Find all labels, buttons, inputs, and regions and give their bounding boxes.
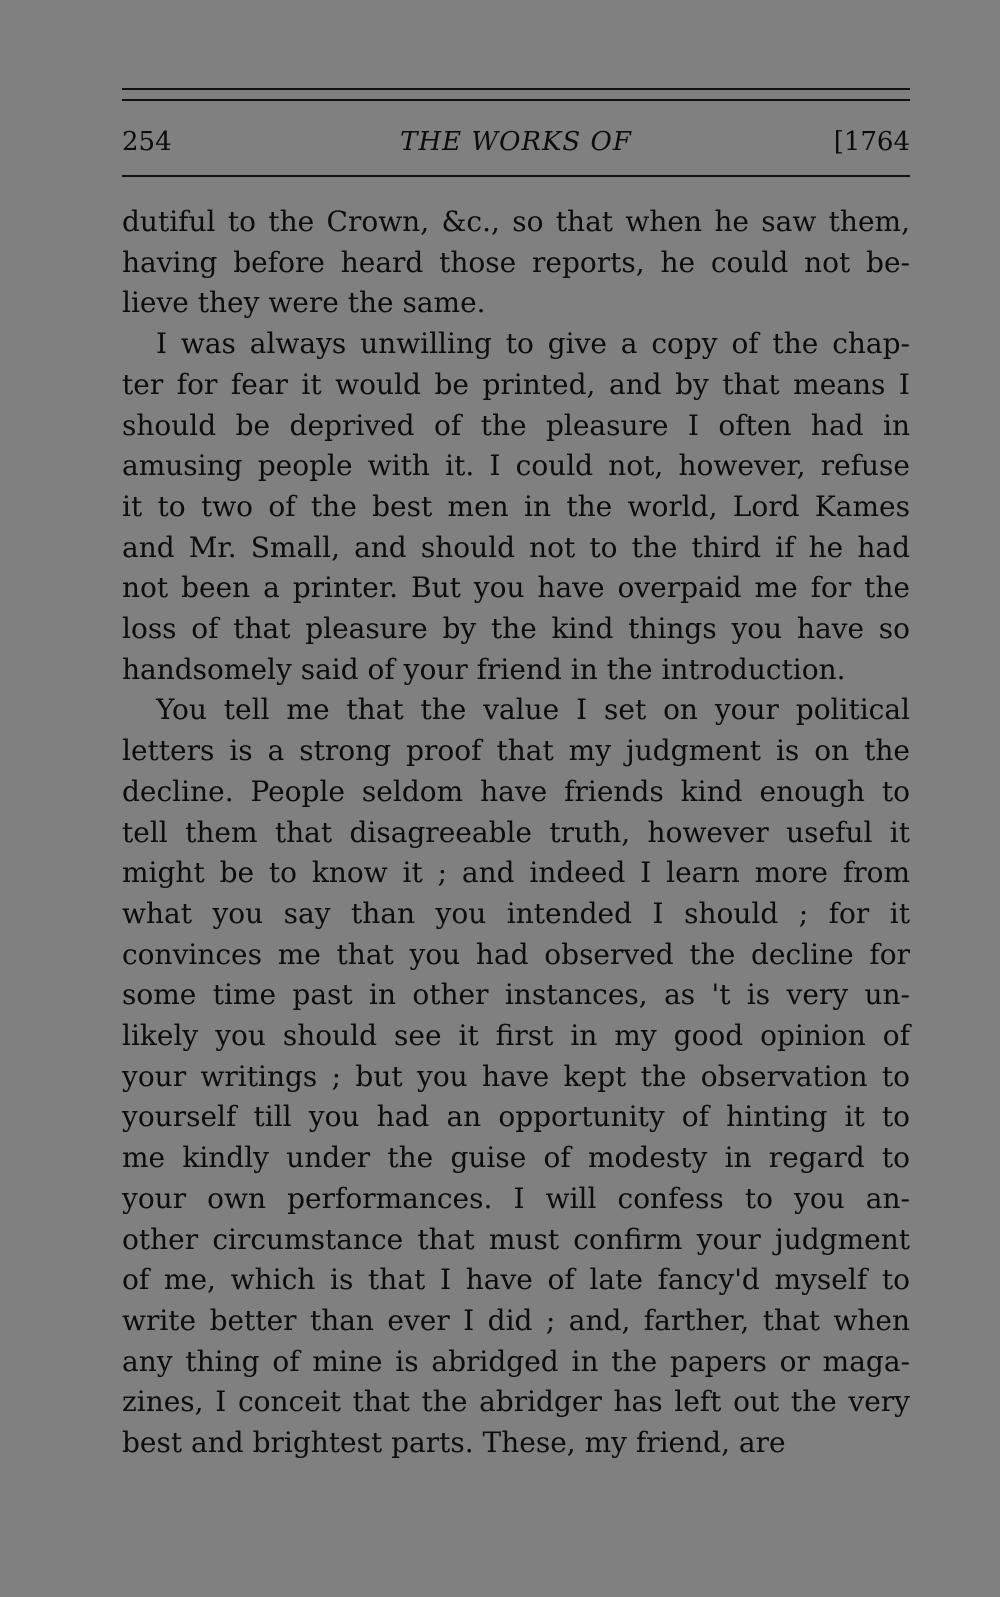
top-double-rule-lower bbox=[122, 99, 910, 101]
text-line: letters is a strong proof that my judgment is on the bbox=[122, 734, 910, 768]
text-line: convinces me that you had observed the decline for bbox=[122, 937, 910, 971]
text-line: what you say than you intended I should ; for it bbox=[122, 896, 910, 930]
text-line: likely you should see it first in my good opinion of bbox=[122, 1019, 910, 1053]
paragraph bbox=[122, 324, 910, 690]
text-line: your own performances. I will confess to you an- bbox=[122, 1181, 910, 1215]
text-line: it to two of the best men in the world, Lord Kames bbox=[122, 489, 910, 523]
text-line: best and brightest parts. These, my friend, are bbox=[122, 1426, 786, 1460]
running-title: THE WORKS OF bbox=[400, 127, 632, 157]
text-line: decline. People seldom have friends kind enough to bbox=[122, 774, 910, 808]
page-number: 254 bbox=[122, 127, 172, 157]
top-double-rule-upper bbox=[122, 88, 910, 90]
text-line: tell them that disagreeable truth, however useful it bbox=[122, 815, 910, 849]
text-line: other circumstance that must confirm your judgment bbox=[122, 1222, 910, 1256]
text-line: might be to know it ; and indeed I learn more from bbox=[122, 856, 910, 890]
text-line: loss of that pleasure by the kind things you have so bbox=[122, 612, 910, 646]
text-line: any thing of mine is abridged in the papers or maga- bbox=[122, 1344, 910, 1378]
text-line: not been a printer. But you have overpaid me for the bbox=[122, 571, 910, 605]
running-year: [1764 bbox=[833, 127, 910, 157]
text-line: handsomely said of your friend in the introduction. bbox=[122, 652, 846, 686]
header-rule bbox=[122, 175, 910, 177]
text-line: ter for fear it would be printed, and by that means I bbox=[122, 367, 910, 401]
body-text bbox=[122, 202, 910, 1464]
text-line: amusing people with it. I could not, however, refuse bbox=[122, 449, 910, 483]
text-line: should be deprived of the pleasure I often had in bbox=[122, 408, 910, 442]
text-line: some time past in other instances, as 't is very un- bbox=[122, 978, 910, 1012]
text-line: lieve they were the same. bbox=[122, 286, 486, 320]
text-line: yourself till you had an opportunity of hinting it to bbox=[122, 1100, 910, 1134]
text-line: your writings ; but you have kept the observation to bbox=[122, 1059, 910, 1093]
text-line: having before heard those reports, he could not be- bbox=[122, 245, 910, 279]
text-line: of me, which is that I have of late fancy'd myself to bbox=[122, 1263, 910, 1297]
text-line: I was always unwilling to give a copy of the chap- bbox=[156, 327, 910, 361]
text-line: zines, I conceit that the abridger has left out the very bbox=[122, 1385, 910, 1419]
text-line: and Mr. Small, and should not to the third if he had bbox=[122, 530, 910, 564]
paragraph bbox=[122, 202, 910, 324]
text-line: dutiful to the Crown, &c., so that when he saw them, bbox=[122, 205, 910, 238]
text-line: me kindly under the guise of modesty in regard to bbox=[122, 1141, 910, 1175]
running-head bbox=[122, 122, 910, 162]
text-line: You tell me that the value I set on your political bbox=[156, 693, 910, 727]
text-line: write better than ever I did ; and, farther, that when bbox=[122, 1303, 910, 1337]
paragraph bbox=[122, 690, 910, 1463]
